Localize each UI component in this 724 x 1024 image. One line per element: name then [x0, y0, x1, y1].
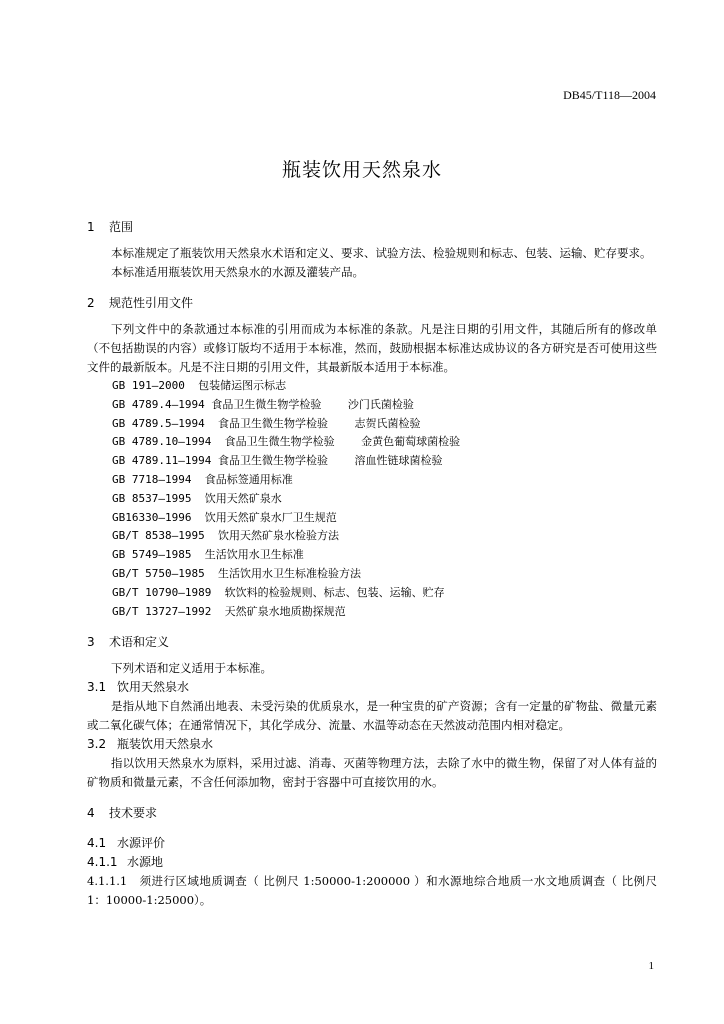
subsection-number: 4.1.1 [87, 855, 118, 870]
subsection-title: 饮用天然泉水 [117, 680, 190, 695]
paragraph: 下列术语和定义适用于本标准。 [111, 661, 272, 676]
subsection-number: 3.2 [87, 737, 107, 752]
reference-item: GB/T 8538—1995 饮用天然矿泉水检验方法 [112, 529, 339, 543]
paragraph: 是指从地下自然涌出地表、未受污染的优质泉水，是一种宝贵的矿产资源；含有一定量的矿物盐、微量元素或二氧化碳气体；在通常情况下，其化学成分、流量、水温等动态在天然波动范围内相对稳定。 [87, 699, 657, 733]
subsection-heading [87, 853, 657, 872]
subsection-heading [87, 735, 657, 754]
section-title: 规范性引用文件 [109, 296, 194, 310]
reference-item: GB 4789.5—1994 食品卫生微生物学检验 志贺氏菌检验 [112, 416, 421, 430]
reference-item: GB16330—1996 饮用天然矿泉水厂卫生规范 [112, 510, 337, 524]
page-number: 1 [648, 960, 654, 972]
section-title: 术语和定义 [109, 635, 170, 650]
subsection-heading [87, 678, 657, 697]
section-heading [87, 804, 657, 822]
document-title: 瓶装饮用天然泉水 [281, 159, 442, 181]
subsection-title: 水源地 [127, 855, 164, 870]
reference-item: GB 4789.10—1994 食品卫生微生物学检验 金黄色葡萄球菌检验 [112, 435, 461, 449]
section-title: 技术要求 [109, 806, 158, 821]
paragraph: 下列文件中的条款通过本标准的引用而成为本标准的条款。凡是注日期的引用文件，其随后所有的修改单（不包括勘误的内容）或修订版均不适用于本标准，然而，鼓励根据本标准达成协议的各方研究是否可使用这些文件的最新版本。凡是不注日期的引用文件，其最新版本适用于本标准。 [87, 322, 657, 374]
subsection-title: 水源评价 [117, 836, 166, 851]
subsection-number: 4.1 [87, 836, 107, 851]
section-heading [87, 633, 657, 651]
section-number: 2 [87, 296, 95, 310]
reference-item: GB 7718—1994 食品标签通用标准 [112, 472, 293, 486]
section-title: 范围 [109, 220, 134, 234]
reference-item: GB 4789.4—1994 食品卫生微生物学检验 沙门氏菌检验 [112, 397, 414, 411]
subsection-number: 3.1 [87, 680, 107, 695]
section-number: 4 [87, 806, 95, 821]
clause-number: 4.1.1.1 [87, 874, 128, 889]
paragraph [87, 872, 657, 910]
subsection-title: 瓶装饮用天然泉水 [117, 737, 214, 752]
section-heading [87, 218, 657, 236]
reference-item: GB 8537—1995 饮用天然矿泉水 [112, 491, 282, 505]
document-body [87, 218, 657, 910]
reference-item: GB/T 10790—1989 软饮料的检验规则、标志、包装、运输、贮存 [112, 585, 445, 599]
subsection-heading [87, 834, 657, 853]
paragraph: 本标准规定了瓶装饮用天然泉水术语和定义、要求、试验方法、检验规则和标志、包装、运输、贮存要求。 [111, 246, 652, 260]
standard-code: DB45/T118—2004 [563, 88, 656, 102]
paragraph: 指以饮用天然泉水为原料，采用过滤、消毒、灭菌等物理方法，去除了水中的微生物，保留了对人体有益的矿物质和微量元素，不含任何添加物，密封于容器中可直接饮用的水。 [87, 756, 657, 790]
reference-item: GB 5749—1985 生活饮用水卫生标准 [112, 548, 304, 562]
reference-item: GB/T 5750—1985 生活饮用水卫生标准检验方法 [112, 566, 361, 580]
reference-item: GB 4789.11—1994 食品卫生微生物学检验 溶血性链球菌检验 [112, 454, 443, 468]
reference-item: GB/T 13727—1992 天然矿泉水地质勘探规范 [112, 604, 346, 618]
clause-text: 须进行区域地质调查（ 比例尺 1:50000-1:200000 ）和水源地综合地质一水文地质调查（ 比例尺 1：10000-1:25000）。 [87, 874, 658, 908]
reference-item: GB 191—2000 包装储运图示标志 [112, 379, 287, 392]
section-heading [87, 294, 657, 312]
section-number: 1 [87, 220, 95, 234]
section-number: 3 [87, 635, 95, 650]
paragraph: 本标准适用瓶装饮用天然泉水的水源及灌装产品。 [111, 265, 364, 279]
